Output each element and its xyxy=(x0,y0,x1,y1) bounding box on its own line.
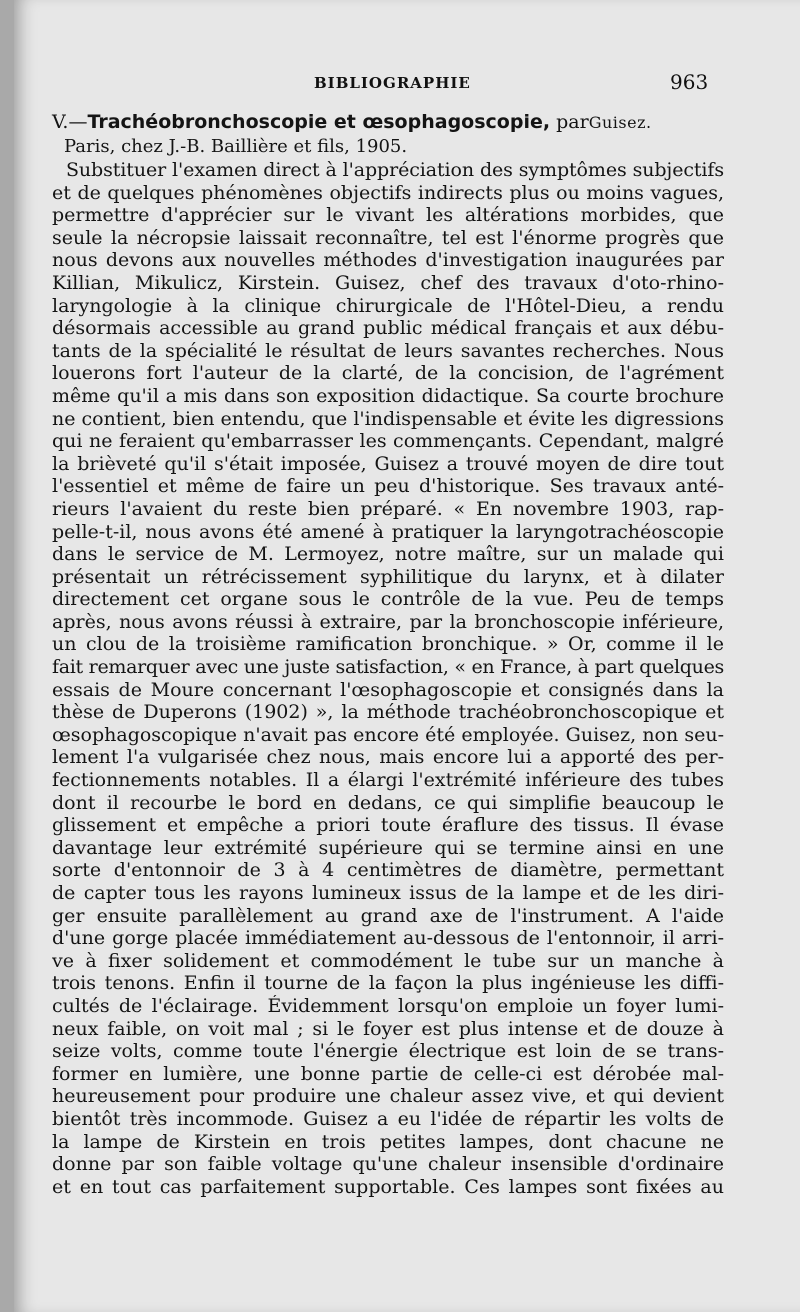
text-line: Substituer l'examen direct à l'appréciation des symptômes subjectifs xyxy=(66,159,724,181)
entry-number: V.— xyxy=(52,111,88,133)
text-line: ger ensuite parallèlement au grand axe de l'instrument. A l'aide xyxy=(52,904,724,927)
page-number: 963 xyxy=(670,70,709,94)
text-line: après, nous avons réussi à extraire, par la bronchoscopie inférieure, xyxy=(52,610,724,633)
entry-author: Guisez. xyxy=(588,113,652,132)
text-line: permettre d'apprécier sur le vivant les altérations morbides, que xyxy=(52,204,724,227)
text-line: laryngologie à la clinique chirurgicale de l'Hôtel-Dieu, a rendu xyxy=(52,294,724,317)
book-page xyxy=(14,0,800,1312)
text-line: même qu'il a mis dans son exposition didactique. Sa courte brochure xyxy=(52,384,724,407)
text-line: qui ne feraient qu'embarrasser les commençants. Cependant, malgré xyxy=(52,430,724,453)
text-line: Killian, Mikulicz, Kirstein. Guisez, chef des travaux d'oto-rhino- xyxy=(52,271,724,294)
text-line: l'essentiel et même de faire un peu d'historique. Ses travaux anté- xyxy=(52,475,724,498)
text-line: louerons fort l'auteur de la clarté, de la concision, de l'agrément xyxy=(52,362,724,385)
text-line: la brièveté qu'il s'était imposée, Guisez a trouvé moyen de dire tout xyxy=(52,452,724,475)
text-line: d'une gorge placée immédiatement au-dessous de l'entonnoir, il arri- xyxy=(52,927,724,950)
text-line: davantage leur extrémité supérieure qui se termine ainsi en une xyxy=(52,836,724,859)
text-line: cultés de l'éclairage. Évidemment lorsqu'on emploie un foyer lumi- xyxy=(52,994,724,1017)
text-line: former en lumière, une bonne partie de celle-ci est dérobée mal- xyxy=(52,1062,724,1085)
running-head: BIBLIOGRAPHIE xyxy=(314,74,471,92)
text-line: sorte d'entonnoir de 3 à 4 centimètres de diamètre, permettant xyxy=(52,859,724,882)
text-line: bientôt très incommode. Guisez a eu l'idée de répartir les volts de xyxy=(52,1107,724,1130)
text-line: un clou de la troisième ramification bronchique. » Or, comme il le xyxy=(52,633,724,656)
text-line: de capter tous les rayons lumineux issus de la lampe et de les diri- xyxy=(52,882,724,904)
text-line: glissement et empêche a priori toute éraflure des tissus. Il évase xyxy=(52,814,724,837)
text-line: ne contient, bien entendu, que l'indispensable et évite les digressions xyxy=(52,407,724,430)
text-line: thèse de Duperons (1902) », la méthode trachéobronchoscopique et xyxy=(52,701,724,724)
text-line: dont il recourbe le bord en dedans, ce qui simplifie beaucoup le xyxy=(52,791,724,814)
text-line: essais de Moure concernant l'œsophagoscopie et consignés dans la xyxy=(52,678,724,701)
text-line: neux faible, on voit mal ; si le foyer est plus intense et de douze à xyxy=(52,1017,724,1040)
text-line: la lampe de Kirstein en trois petites lampes, dont chacune ne xyxy=(52,1130,724,1153)
text-line: présentait un rétrécissement syphilitique du larynx, et à dilater xyxy=(52,565,724,588)
text-line: dans le service de M. Lermoyez, notre maître, sur un malade qui xyxy=(52,543,724,566)
text-line: lement l'a vulgarisée chez nous, mais encore lui a apporté des per- xyxy=(52,746,724,769)
text-line: pelle-t-il, nous avons été amené à pratiquer la laryngotrachéoscopie xyxy=(52,520,724,543)
entry-publisher: Paris, chez J.-B. Baillière et fils, 1905. xyxy=(64,136,408,157)
body-text xyxy=(52,159,724,1198)
text-line: désormais accessible au grand public médical français et aux débu- xyxy=(52,317,724,340)
text-line: rieurs l'avaient du reste bien préparé. « En novembre 1903, rap- xyxy=(52,497,724,520)
page-body xyxy=(52,110,724,1198)
text-line: fait remarquer avec une juste satisfaction, « en France, à part quelques xyxy=(52,656,724,679)
text-line: ve à fixer solidement et commodément le tube sur un manche à xyxy=(52,949,724,972)
text-line: fectionnements notables. Il a élargi l'extrémité inférieure des tubes xyxy=(52,769,724,792)
text-line: directement cet organe sous le contrôle de la vue. Peu de temps xyxy=(52,588,724,611)
text-line: heureusement pour produire une chaleur assez vive, et qui devient xyxy=(52,1085,724,1108)
text-line: et en tout cas parfaitement supportable. Ces lampes sont fixées au xyxy=(52,1175,724,1198)
text-line: seize volts, comme toute l'énergie électrique est loin de se trans- xyxy=(52,1040,724,1063)
entry-by: par xyxy=(556,111,589,133)
text-line: œsophagoscopique n'avait pas encore été employée. Guisez, non seu- xyxy=(52,723,724,746)
text-line: donne par son faible voltage qu'une chaleur insensible d'ordinaire xyxy=(52,1153,724,1176)
text-line: tants de la spécialité le résultat de leurs savantes recherches. Nous xyxy=(52,339,724,362)
text-line: seule la nécropsie laissait reconnaître, tel est l'énorme progrès que xyxy=(52,226,724,249)
text-line: nous devons aux nouvelles méthodes d'investigation inaugurées par xyxy=(52,249,724,272)
text-line: trois tenons. Enfin il tourne de la façon la plus ingénieuse les diffi- xyxy=(52,972,724,995)
entry-heading xyxy=(52,110,724,135)
page-header xyxy=(14,70,800,100)
text-line: et de quelques phénomènes objectifs indirects plus ou moins vagues, xyxy=(52,181,724,204)
entry-title: Trachéobronchoscopie et œsophagoscopie, xyxy=(87,111,551,133)
